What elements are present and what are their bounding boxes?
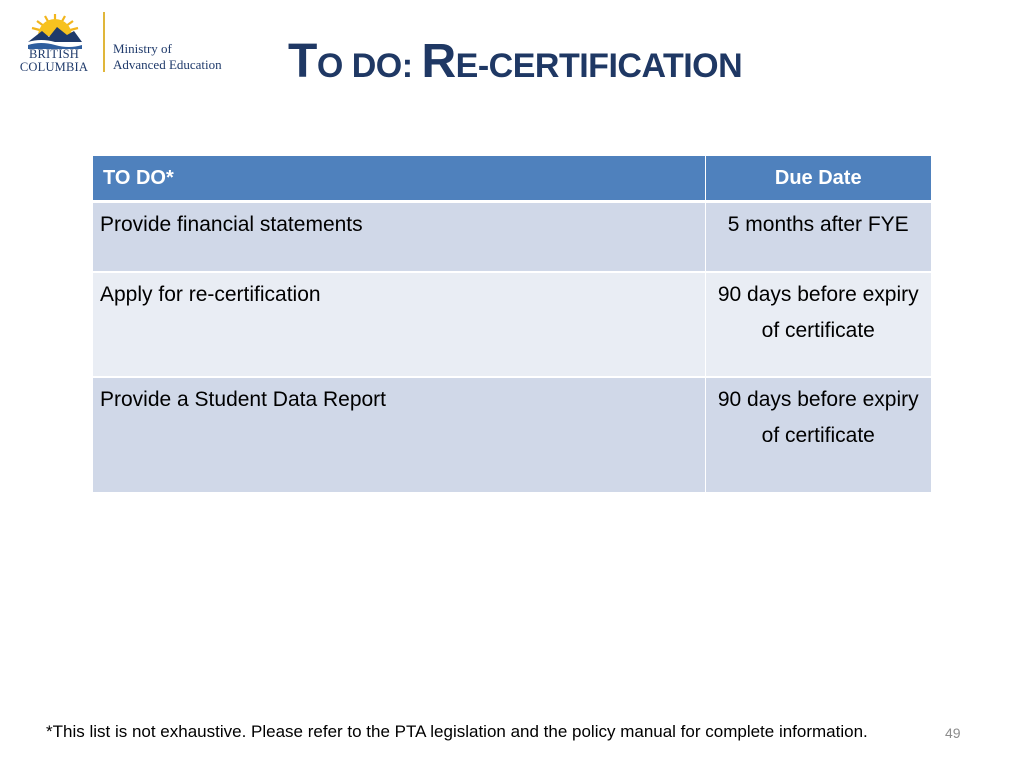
table-header-row (93, 156, 931, 202)
task-cell: Apply for re-certification (93, 272, 705, 377)
due-cell: 90 days before expiry of certificate (705, 377, 931, 492)
bc-ministry-logo (12, 10, 227, 75)
todo-table (93, 156, 931, 492)
title-initial-1: T (288, 35, 317, 88)
logo-divider (103, 12, 105, 72)
header-due-date: Due Date (705, 156, 931, 202)
table-row (93, 377, 931, 492)
table-row (93, 272, 931, 377)
due-cell: 5 months after FYE (705, 202, 931, 273)
title-rest-2: E-CERTIFICATION (455, 47, 743, 85)
page-number: 49 (945, 725, 961, 741)
slide-title (288, 34, 808, 94)
title-rest-1: O DO: (316, 47, 422, 85)
bc-sun-mountain-logo-icon (24, 12, 86, 50)
bc-wordmark (12, 48, 96, 73)
due-cell: 90 days before expiry of certificate (705, 272, 931, 377)
table-row (93, 202, 931, 273)
header-todo: TO DO* (93, 156, 705, 202)
bc-wordmark-line1: BRITISH (28, 47, 79, 61)
task-cell: Provide financial statements (93, 202, 705, 273)
task-cell: Provide a Student Data Report (93, 377, 705, 492)
ministry-line1: Ministry of (113, 41, 172, 56)
ministry-line2: Advanced Education (113, 57, 222, 72)
footnote: *This list is not exhaustive. Please refer to the PTA legislation and the policy manual for complete information. (46, 722, 868, 741)
bc-wordmark-line2: COLUMBIA (19, 59, 89, 74)
title-initial-2: R (421, 35, 456, 88)
ministry-name (113, 41, 222, 73)
